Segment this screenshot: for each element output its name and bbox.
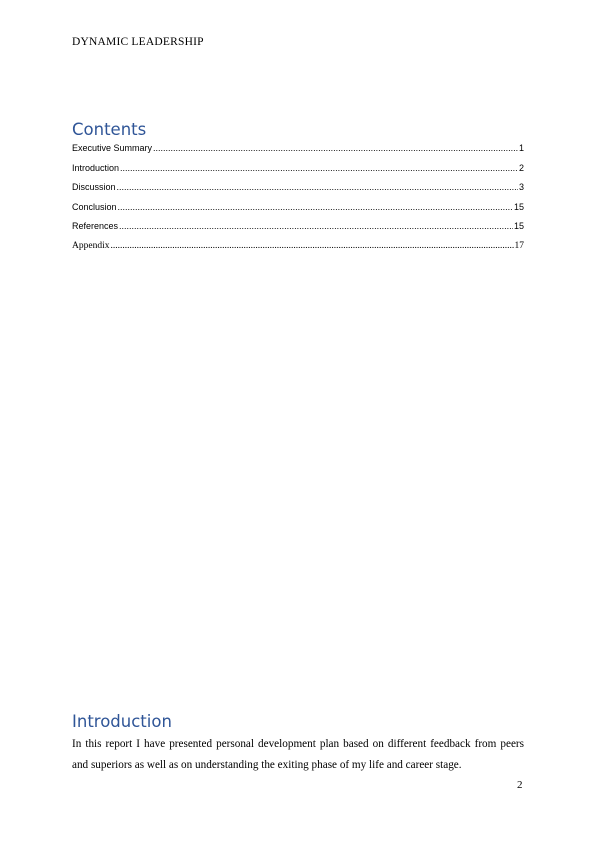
toc-entry-page: 3 — [518, 182, 524, 193]
toc-leader-dots — [119, 221, 513, 231]
toc-entry-label: Discussion — [72, 182, 116, 193]
toc-entry-appendix[interactable] — [72, 241, 524, 261]
toc-entry-conclusion[interactable] — [72, 202, 524, 222]
toc-entry-label: Conclusion — [72, 201, 117, 212]
toc-entry-label: Introduction — [72, 162, 120, 173]
toc-leader-dots — [110, 241, 513, 251]
page-number: 2 — [517, 779, 523, 791]
toc-leader-dots — [153, 143, 518, 153]
toc-entry-page: 1 — [518, 143, 524, 153]
toc-entry-page: 15 — [513, 221, 524, 232]
introduction-paragraph: In this report I have presented personal development plan based on different feedback from peers and superiors as well as on understanding the exiting phase of my life and career stage. — [72, 738, 524, 771]
toc-leader-dots — [120, 163, 518, 173]
toc-entry-page: 15 — [513, 201, 524, 212]
toc-entry-executive-summary[interactable] — [72, 143, 524, 163]
toc-entry-label: Appendix — [72, 240, 110, 251]
toc-entry-references[interactable] — [72, 221, 524, 241]
toc-entry-label: References — [72, 221, 119, 232]
toc-entry-page: 2 — [518, 162, 524, 173]
table-of-contents — [72, 143, 524, 261]
running-header: DYNAMIC LEADERSHIP — [72, 36, 204, 48]
introduction-heading: Introduction — [72, 712, 172, 731]
toc-leader-dots — [118, 202, 513, 212]
toc-entry-discussion[interactable] — [72, 182, 524, 202]
contents-heading: Contents — [72, 120, 147, 139]
toc-entry-introduction[interactable] — [72, 163, 524, 183]
toc-entry-page: 17 — [514, 240, 524, 251]
toc-leader-dots — [117, 182, 518, 192]
toc-entry-label: Executive Summary — [72, 143, 153, 153]
